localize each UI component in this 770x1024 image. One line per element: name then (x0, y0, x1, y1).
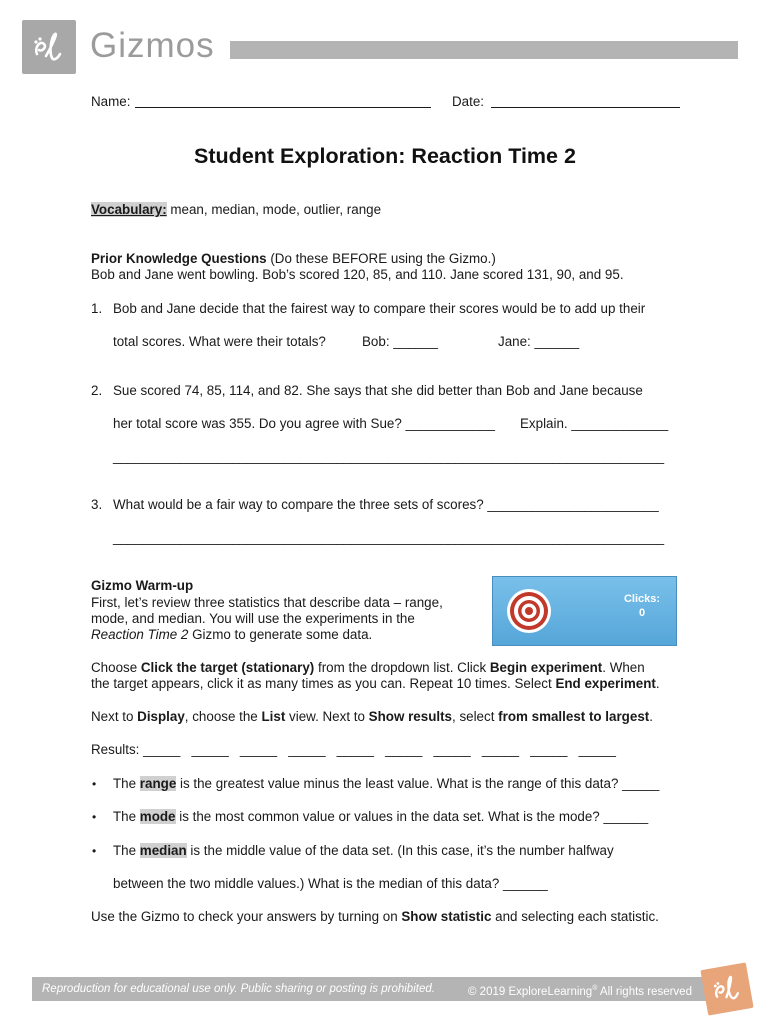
next-text-b: Display (137, 709, 185, 724)
q1-number: 1. (91, 301, 103, 316)
mode-term: mode (139, 809, 176, 824)
vocabulary-terms: mean, median, mode, outlier, range (166, 202, 382, 217)
range-term: range (139, 776, 177, 791)
choose-text-e: . When (602, 660, 645, 675)
rights-text: All rights reserved (597, 985, 692, 998)
bullet-median-a: The (113, 843, 140, 858)
warmup-line2: mode, and median. You will use the experiments in the (91, 611, 415, 626)
el-logo-icon (22, 20, 76, 74)
final-text-b: Show statistic (401, 909, 492, 924)
warmup-line3 (91, 627, 372, 643)
final-line (91, 909, 659, 925)
name-label: Name: (91, 94, 131, 109)
date-label: Date: (452, 94, 485, 109)
q2-line1: Sue scored 74, 85, 114, and 82. She says that she did better than Bob and Jane because (113, 383, 643, 398)
bullet-range-c: is the greatest value minus the least value. What is the range of this data? _____ (176, 776, 660, 791)
q1-jane-answer[interactable]: Jane: ______ (498, 334, 580, 349)
registered-mark: ® (592, 985, 598, 992)
target-text-a: the target appears, click it as many times as you can. Repeat 10 times. Select (91, 676, 556, 691)
bullet-median-c: is the middle value of the data set. (In this case, it’s the number halfway (186, 843, 614, 858)
copyright-text: © 2019 ExploreLearning (468, 985, 593, 998)
header-bar (230, 41, 738, 59)
choose-text-d: Begin experiment (489, 660, 603, 675)
next-text-a: Next to (91, 709, 138, 724)
page-title: Student Exploration: Reaction Time 2 (194, 144, 576, 168)
results-line[interactable]: Results: _____ _____ _____ _____ _____ _____ _____ _____ _____ _____ (91, 742, 616, 757)
bullet-mode-a: The (113, 809, 140, 824)
bullet-dot: • (92, 777, 97, 791)
bullet-median (113, 843, 614, 859)
bullet-dot: • (92, 844, 97, 858)
choose-text-c: from the dropdown list. Click (314, 660, 490, 675)
vocabulary-line (91, 202, 381, 218)
explorelearning-logo (22, 20, 76, 74)
final-text-a: Use the Gizmo to check your answers by turning on (91, 909, 402, 924)
target-line (91, 676, 660, 692)
target-text-b: End experiment (555, 676, 656, 691)
el-logo-icon (700, 962, 753, 1015)
q2-line2[interactable]: her total score was 355. Do you agree with Sue? ____________ (113, 416, 495, 431)
prior-note: (Do these BEFORE using the Gizmo.) (266, 251, 496, 266)
prior-heading: Prior Knowledge Questions (91, 251, 267, 266)
footer-el-logo (700, 962, 753, 1015)
next-line (91, 709, 653, 725)
warmup-line3-rest: Gizmo to generate some data. (188, 627, 373, 642)
bullet-range-a: The (113, 776, 140, 791)
warmup-heading: Gizmo Warm-up (91, 578, 194, 593)
vocabulary-label: Vocabulary: (91, 202, 167, 217)
bullet-range (113, 776, 659, 792)
gizmo-screenshot (492, 576, 677, 646)
next-text-f: Show results (368, 709, 452, 724)
q2-line3[interactable]: __________________________________________________________________________ (113, 449, 665, 464)
q3-line1[interactable]: What would be a fair way to compare the three sets of scores? _______________________ (113, 497, 659, 512)
q1-line2: total scores. What were their totals? (113, 334, 326, 349)
choose-line (91, 660, 645, 676)
prior-heading-line (91, 251, 496, 267)
q3-number: 3. (91, 497, 103, 512)
bullet-mode (113, 809, 648, 825)
q1-line1: Bob and Jane decide that the fairest way to compare their scores would be to add up their (113, 301, 646, 316)
bullet-dot: • (92, 810, 97, 824)
q2-explain[interactable]: Explain. _____________ (520, 416, 669, 431)
next-text-i: . (649, 709, 653, 724)
gizmo-name: Reaction Time 2 (91, 627, 189, 642)
footer-copyright (468, 982, 692, 999)
bullet-mode-c: is the most common value or values in the data set. What is the mode? ______ (175, 809, 649, 824)
date-field[interactable] (491, 107, 680, 108)
q1-bob-answer[interactable]: Bob: ______ (362, 334, 438, 349)
target-text-c: . (655, 676, 660, 691)
next-text-c: , choose the (184, 709, 262, 724)
target-icon (505, 587, 553, 635)
choose-text-b: Click the target (stationary) (140, 660, 315, 675)
final-text-c: and selecting each statistic. (491, 909, 659, 924)
choose-text-a: Choose (91, 660, 141, 675)
footer-notice: Reproduction for educational use only. Public sharing or posting is prohibited. (42, 983, 435, 995)
bullet-median-line2[interactable]: between the two middle values.) What is the median of this data? ______ (113, 876, 548, 891)
clicks-label: Clicks: (623, 593, 661, 605)
next-text-d: List (261, 709, 286, 724)
warmup-line1: First, let’s review three statistics that describe data – range, (91, 595, 443, 610)
clicks-value: 0 (638, 607, 646, 619)
next-text-e: view. Next to (285, 709, 369, 724)
q2-number: 2. (91, 383, 103, 398)
q3-line2[interactable]: __________________________________________________________________________ (113, 530, 665, 545)
next-text-h: from smallest to largest (498, 709, 650, 724)
name-field[interactable] (135, 107, 431, 108)
next-text-g: , select (452, 709, 499, 724)
brand-wordmark: Gizmos (90, 26, 215, 65)
median-term: median (139, 843, 187, 858)
prior-intro: Bob and Jane went bowling. Bob’s scored 120, 85, and 110. Jane scored 131, 90, and 95. (91, 267, 624, 282)
